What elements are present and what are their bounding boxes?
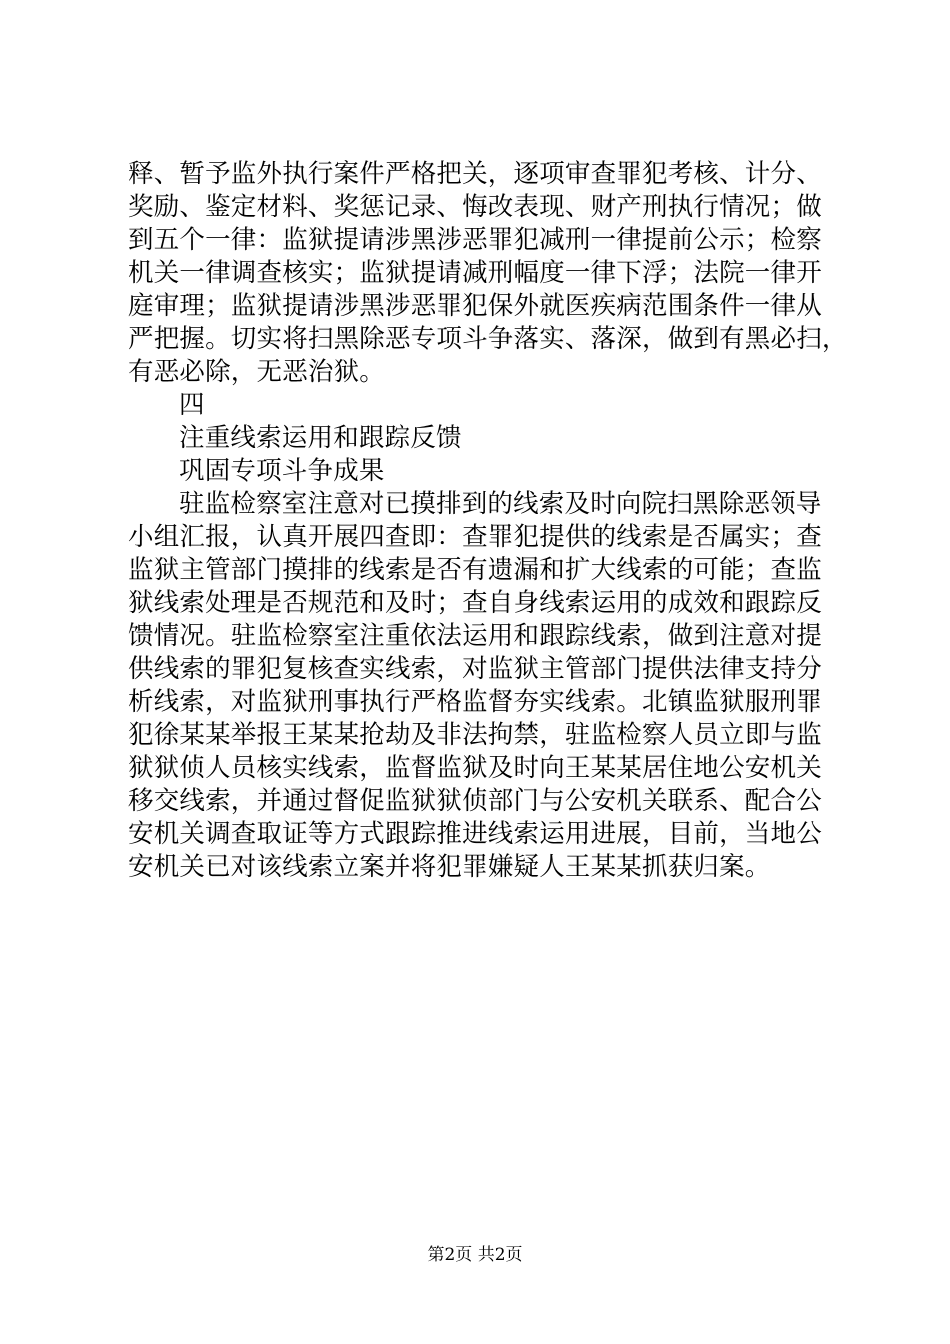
section-number: 四	[179, 390, 205, 420]
paragraph-line: 奖励、鉴定材料、奖惩记录、悔改表现、财产刑执行情况；做	[128, 192, 822, 222]
paragraph-line: 供线索的罪犯复核查实线索，对监狱主管部门提供法律支持分	[128, 654, 822, 684]
paragraph-line: 小组汇报，认真开展四查即：查罪犯提供的线索是否属实；查	[128, 522, 822, 552]
paragraph-line: 监狱主管部门摸排的线索是否有遗漏和扩大线索的可能；查监	[128, 555, 822, 585]
paragraph-line: 析线索，对监狱刑事执行严格监督夯实线索。北镇监狱服刑罪	[128, 687, 822, 717]
paragraph-line: 馈情况。驻监检察室注重依法运用和跟踪线索，做到注意对提	[128, 621, 822, 651]
paragraph-line: 安机关已对该线索立案并将犯罪嫌疑人王某某抓获归案。	[128, 852, 771, 882]
paragraph-line: 释、暂予监外执行案件严格把关，逐项审查罪犯考核、计分、	[128, 159, 822, 189]
paragraph-line: 移交线索，并通过督促监狱狱侦部门与公安机关联系、配合公	[128, 786, 822, 816]
paragraph-line: 驻监检察室注意对已摸排到的线索及时向院扫黑除恶领导	[179, 489, 822, 519]
page-number-footer: 第2页 共2页	[427, 1245, 523, 1265]
paragraph-line: 严把握。切实将扫黑除恶专项斗争落实、落深，做到有黑必扫，	[128, 324, 848, 354]
paragraph-line: 狱线索处理是否规范和及时；查自身线索运用的成效和跟踪反	[128, 588, 822, 618]
paragraph-line: 有恶必除，无恶治狱。	[128, 357, 386, 387]
paragraph-line: 庭审理；监狱提请涉黑涉恶罪犯保外就医疾病范围条件一律从	[128, 291, 822, 321]
paragraph-line: 狱狱侦人员核实线索，监督监狱及时向王某某居住地公安机关	[128, 753, 822, 783]
paragraph-line: 机关一律调查核实；监狱提请减刑幅度一律下浮；法院一律开	[128, 258, 822, 288]
document-body	[128, 158, 848, 884]
paragraph-line: 到五个一律：监狱提请涉黑涉恶罪犯减刑一律提前公示；检察	[128, 225, 822, 255]
section-heading: 注重线索运用和跟踪反馈	[179, 423, 462, 453]
section-subheading: 巩固专项斗争成果	[179, 456, 385, 486]
paragraph-line: 安机关调查取证等方式跟踪推进线索运用进展，目前，当地公	[128, 819, 822, 849]
paragraph-line: 犯徐某某举报王某某抢劫及非法拘禁，驻监检察人员立即与监	[128, 720, 822, 750]
